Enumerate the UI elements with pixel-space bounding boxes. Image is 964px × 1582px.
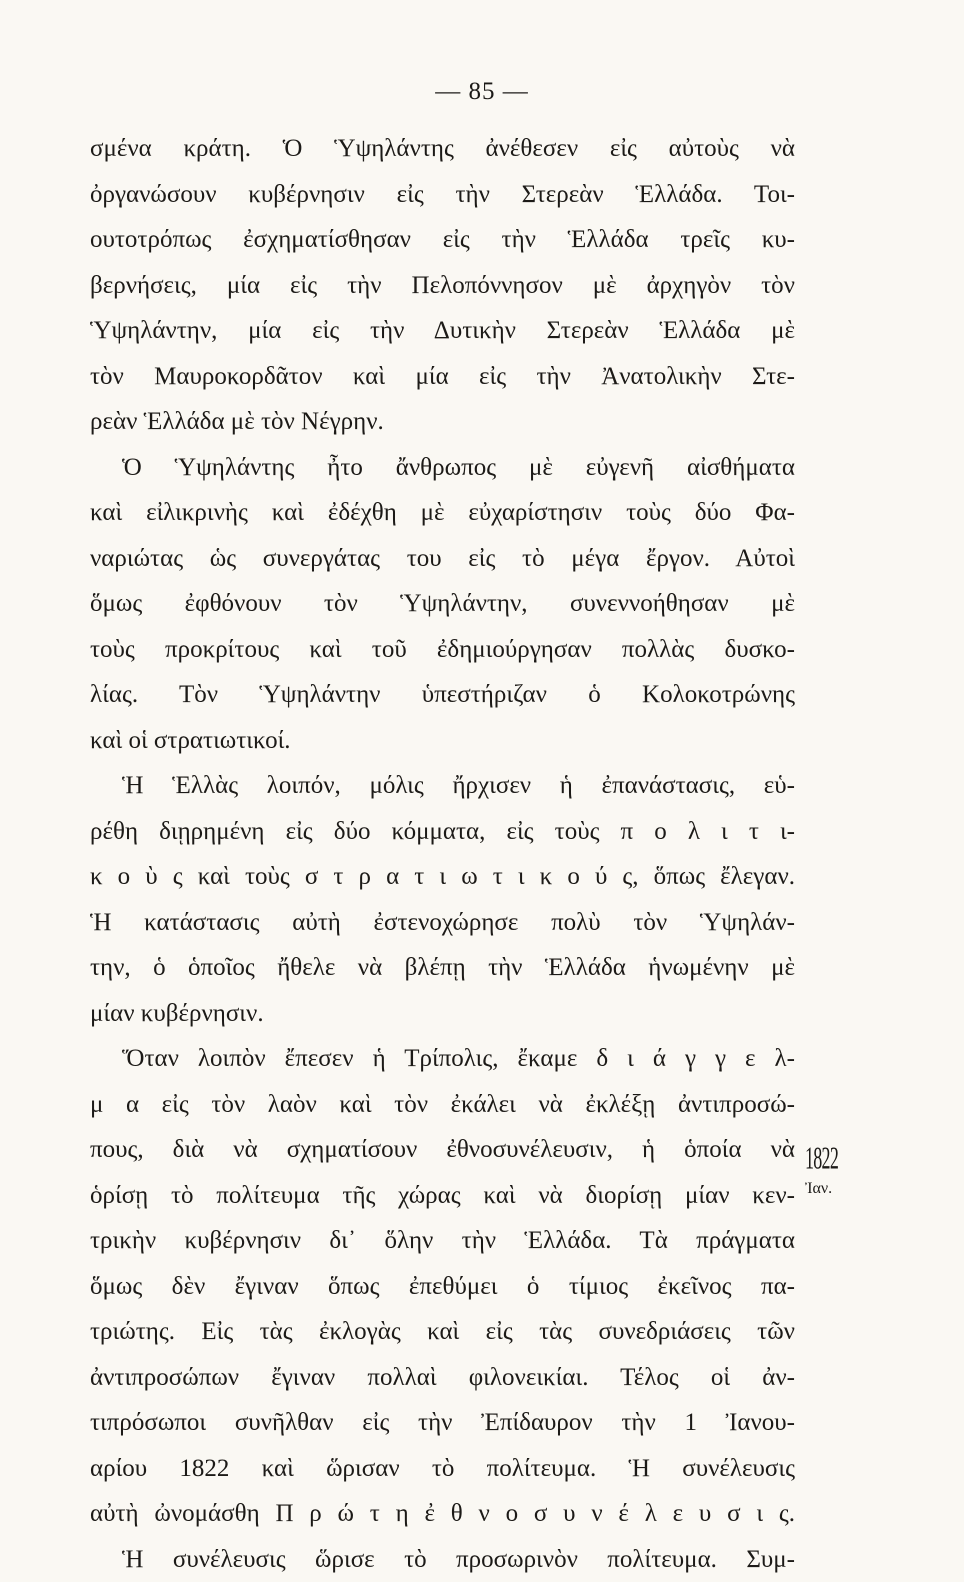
text-line: καὶ οἱ στρατιωτικοί. [90,718,795,764]
text-line: κ ο ὺ ς καὶ τοὺς σ τ ρ α τ ι ω τ ι κ ο ύ ς, ὅπως ἔλεγαν. [90,854,795,900]
text-line: σμένα κράτη. Ὁ Ὑψηλάντης ἀνέθεσεν εἰς αὐτοὺς νὰ [90,126,795,172]
text-line: ναριώτας ὡς συνεργάτας του εἰς τὸ μέγα ἔργον. Αὐτοὶ [90,536,795,582]
text-line: Ὑψηλάντην, μία εἰς τὴν Δυτικὴν Στερεὰν Ἑλλάδα μὲ [90,308,795,354]
text-line: ουτοτρόπως ἐσχηματίσθησαν εἰς τὴν Ἑλλάδα τρεῖς κυ- [90,217,795,263]
text-line: ὁρίσῃ τὸ πολίτευμα τῆς χώρας καὶ νὰ διορίσῃ μίαν κεν- [90,1173,795,1219]
text-line: ρέθη διῃρημένη εἰς δύο κόμματα, εἰς τοὺς π ο λ ι τ ι- [90,809,795,855]
text-line: μ α εἰς τὸν λαὸν καὶ τὸν ἐκάλει νὰ ἐκλέξῃ ἀντιπροσώ- [90,1082,795,1128]
text-line: τιπρόσωποι συνῆλθαν εἰς τὴν Ἐπίδαυρον τὴν 1 Ἰανου- [90,1400,795,1446]
text-line: αὐτὴ ὠνομάσθη Π ρ ώ τ η ἐ θ ν ο σ υ ν έ λ ε υ σ ι ς. [90,1491,795,1537]
text-line: Ὁ Ὑψηλάντης ἦτο ἄνθρωπος μὲ εὐγενῆ αἰσθήματα [90,445,795,491]
text-line: τρικὴν κυβέρνησιν δι᾽ ὅλην τὴν Ἑλλάδα. Τὰ πράγματα [90,1218,795,1264]
text-line: τριώτης. Εἰς τὰς ἐκλογὰς καὶ εἰς τὰς συνεδριάσεις τῶν [90,1309,795,1355]
text-line: Ὅταν λοιπὸν ἔπεσεν ἡ Τρίπολις, ἔκαμε δ ι ά γ γ ε λ- [90,1036,795,1082]
text-line: μίαν κυβέρνησιν. [90,991,795,1037]
text-line: καὶ εἰλικρινὴς καὶ ἐδέχθη μὲ εὐχαρίστησιν τοὺς δύο Φα- [90,490,795,536]
text-line: Ἡ κατάστασις αὐτὴ ἐστενοχώρησε πολὺ τὸν Ὑψηλάν- [90,900,795,946]
text-line: τὸν Μαυροκορδᾶτον καὶ μία εἰς τὴν Ἀνατολικὴν Στε- [90,354,795,400]
text-line: ἀντιπροσώπων ἔγιναν πολλαὶ φιλονεικίαι. Τέλος οἱ ἀν- [90,1355,795,1401]
page-number: — 85 — [0,78,964,106]
text-line: ρεὰν Ἑλλάδα μὲ τὸν Νέγρην. [90,399,795,445]
text-line: την, ὁ ὁποῖος ἤθελε νὰ βλέπῃ τὴν Ἑλλάδα ἡνωμένην μὲ [90,945,795,991]
text-line: Ἡ Ἑλλὰς λοιπόν, μόλις ἤρχισεν ἡ ἐπανάστασις, εὑ- [90,763,795,809]
text-line: ὀργανώσουν κυβέρνησιν εἰς τὴν Στερεὰν Ἑλλάδα. Τοι- [90,172,795,218]
text-line: πους, διὰ νὰ σχηματίσουν ἐθνοσυνέλευσιν, ἡ ὁποία νὰ [90,1127,795,1173]
text-line: ὅμως ἐφθόνουν τὸν Ὑψηλάντην, συνεννοήθησαν μὲ [90,581,795,627]
text-line: ὅμως δὲν ἔγιναν ὅπως ἐπεθύμει ὁ τίμιος ἐκεῖνος πα- [90,1264,795,1310]
text-line: τοὺς προκρίτους καὶ τοῦ ἐδημιούργησαν πολλὰς δυσκο- [90,627,795,673]
text-line: Ἡ συνέλευσις ὥρισε τὸ προσωρινὸν πολίτευμα. Συμ- [90,1537,795,1582]
text-line: αρίου 1822 καὶ ὥρισαν τὸ πολίτευμα. Ἡ συνέλευσις [90,1446,795,1492]
text-body [90,126,795,1582]
margin-note-year: 1822 [805,1142,838,1177]
text-line: λίας. Τὸν Ὑψηλάντην ὑπεστήριζαν ὁ Κολοκοτρώνης [90,672,795,718]
margin-note-month: Ἰαν. [805,1180,832,1198]
text-line: βερνήσεις, μία εἰς τὴν Πελοπόννησον μὲ ἀρχηγὸν τὸν [90,263,795,309]
